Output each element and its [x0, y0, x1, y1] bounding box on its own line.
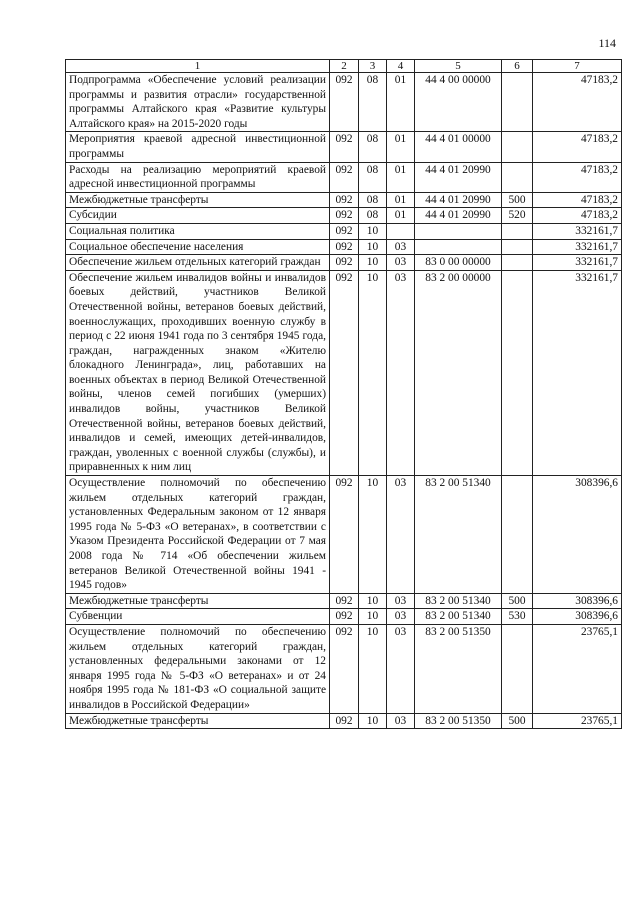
row-expense-type-cell	[502, 132, 533, 162]
row-subsection-cell: 03	[387, 239, 415, 255]
row-target-article-cell: 44 4 01 00000	[415, 132, 502, 162]
row-name-cell: Обеспечение жильем инвалидов войны и инвалидов боевых действий, участников Великой Отечественной войны, ветеранов боевых действий, военнослужащих, проходивших военную службу в период с 22 июня 1941 года по 3 сентября 1945 года, граждан, награжденных знаком «Жителю блокадного Ленинграда», лиц, работавших на военных объектах в период Великой Отечественной войны, членов семей погибших (умерших) инвалидов войны, участников Великой Отечественной войны, ветеранов боевых действий, инвалидов и семей, имеющих детей-инвалидов, граждан, уволенных с военной службы (службы), и приравненных к ним лиц	[66, 270, 330, 475]
table-row	[66, 255, 622, 271]
row-name-cell: Осуществление полномочий по обеспечению жильем отдельных категорий граждан, установленных Федеральным законом от 12 января 1995 года № 5-ФЗ «О ветеранах», в соответствии с Указом Президента Российской Федерации от 7 мая 2008 года № 714 «Об обеспечении жильем ветеранов Великой Отечественной войны 1941 - 1945 годов»	[66, 476, 330, 594]
row-admin-code-cell: 092	[330, 255, 359, 271]
row-amount-cell: 332161,7	[533, 255, 622, 271]
row-name-cell: Мероприятия краевой адресной инвестиционной программы	[66, 132, 330, 162]
row-admin-code-cell: 092	[330, 208, 359, 224]
row-subsection-cell: 03	[387, 270, 415, 475]
row-section-cell: 10	[359, 609, 387, 625]
header-col-6: 6	[502, 60, 533, 73]
row-amount-cell: 23765,1	[533, 624, 622, 713]
row-section-cell: 10	[359, 239, 387, 255]
row-target-article-cell: 83 2 00 51350	[415, 713, 502, 729]
table-row	[66, 162, 622, 192]
row-section-cell: 08	[359, 192, 387, 208]
row-subsection-cell: 03	[387, 593, 415, 609]
row-amount-cell: 308396,6	[533, 609, 622, 625]
row-section-cell: 08	[359, 208, 387, 224]
row-target-article-cell	[415, 239, 502, 255]
row-subsection-cell: 01	[387, 73, 415, 132]
table-row	[66, 223, 622, 239]
row-name-cell: Осуществление полномочий по обеспечению жильем отдельных категорий граждан, установленных федеральными законами от 12 января 1995 года № 5-ФЗ «О ветеранах» и от 24 ноября 1995 года № 181-ФЗ «О социальной защите инвалидов в Российской Федерации»	[66, 624, 330, 713]
row-name-cell: Расходы на реализацию мероприятий краевой адресной инвестиционной программы	[66, 162, 330, 192]
row-admin-code-cell: 092	[330, 162, 359, 192]
row-section-cell: 08	[359, 73, 387, 132]
table-row	[66, 192, 622, 208]
table-row	[66, 132, 622, 162]
budget-table-body	[66, 60, 622, 729]
row-target-article-cell	[415, 223, 502, 239]
row-expense-type-cell	[502, 239, 533, 255]
header-col-3: 3	[359, 60, 387, 73]
table-row	[66, 609, 622, 625]
row-name-cell: Социальное обеспечение населения	[66, 239, 330, 255]
row-amount-cell: 47183,2	[533, 162, 622, 192]
row-target-article-cell: 83 2 00 51340	[415, 593, 502, 609]
table-row	[66, 239, 622, 255]
row-expense-type-cell	[502, 223, 533, 239]
table-row	[66, 73, 622, 132]
row-amount-cell: 47183,2	[533, 73, 622, 132]
row-target-article-cell: 44 4 01 20990	[415, 208, 502, 224]
row-admin-code-cell: 092	[330, 192, 359, 208]
row-admin-code-cell: 092	[330, 239, 359, 255]
row-subsection-cell: 03	[387, 255, 415, 271]
row-amount-cell: 47183,2	[533, 208, 622, 224]
header-col-5: 5	[415, 60, 502, 73]
row-subsection-cell: 01	[387, 192, 415, 208]
table-row	[66, 476, 622, 594]
row-name-cell: Социальная политика	[66, 223, 330, 239]
row-amount-cell: 47183,2	[533, 192, 622, 208]
row-admin-code-cell: 092	[330, 132, 359, 162]
row-expense-type-cell	[502, 270, 533, 475]
table-row	[66, 593, 622, 609]
row-section-cell: 10	[359, 223, 387, 239]
row-expense-type-cell	[502, 73, 533, 132]
row-name-cell: Обеспечение жильем отдельных категорий граждан	[66, 255, 330, 271]
row-section-cell: 08	[359, 132, 387, 162]
row-subsection-cell: 03	[387, 476, 415, 594]
row-amount-cell: 308396,6	[533, 593, 622, 609]
row-section-cell: 10	[359, 593, 387, 609]
row-section-cell: 08	[359, 162, 387, 192]
row-target-article-cell: 83 2 00 00000	[415, 270, 502, 475]
row-admin-code-cell: 092	[330, 476, 359, 594]
row-amount-cell: 23765,1	[533, 713, 622, 729]
row-subsection-cell: 03	[387, 713, 415, 729]
row-name-cell: Межбюджетные трансферты	[66, 192, 330, 208]
table-row	[66, 713, 622, 729]
budget-table	[65, 59, 622, 729]
row-section-cell: 10	[359, 255, 387, 271]
header-col-1: 1	[66, 60, 330, 73]
row-target-article-cell: 83 2 00 51340	[415, 609, 502, 625]
row-expense-type-cell: 500	[502, 593, 533, 609]
header-col-2: 2	[330, 60, 359, 73]
table-header-row	[66, 60, 622, 73]
page-number: 114	[598, 36, 616, 50]
row-subsection-cell: 01	[387, 132, 415, 162]
row-expense-type-cell: 520	[502, 208, 533, 224]
row-amount-cell: 332161,7	[533, 270, 622, 475]
row-admin-code-cell: 092	[330, 593, 359, 609]
row-expense-type-cell: 500	[502, 192, 533, 208]
row-section-cell: 10	[359, 476, 387, 594]
row-admin-code-cell: 092	[330, 713, 359, 729]
row-subsection-cell: 03	[387, 624, 415, 713]
row-expense-type-cell	[502, 162, 533, 192]
header-col-7: 7	[533, 60, 622, 73]
row-expense-type-cell: 530	[502, 609, 533, 625]
table-row	[66, 624, 622, 713]
row-name-cell: Подпрограмма «Обеспечение условий реализации программы и развития отрасли» государственной программы Алтайского края «Развитие культуры Алтайского края» на 2015-2020 годы	[66, 73, 330, 132]
row-target-article-cell: 83 2 00 51350	[415, 624, 502, 713]
row-expense-type-cell	[502, 255, 533, 271]
row-section-cell: 10	[359, 624, 387, 713]
row-admin-code-cell: 092	[330, 624, 359, 713]
row-target-article-cell: 83 2 00 51340	[415, 476, 502, 594]
row-expense-type-cell: 500	[502, 713, 533, 729]
row-subsection-cell: 01	[387, 208, 415, 224]
row-target-article-cell: 83 0 00 00000	[415, 255, 502, 271]
row-name-cell: Субсидии	[66, 208, 330, 224]
header-col-4: 4	[387, 60, 415, 73]
row-target-article-cell: 44 4 01 20990	[415, 192, 502, 208]
row-amount-cell: 308396,6	[533, 476, 622, 594]
row-admin-code-cell: 092	[330, 609, 359, 625]
row-subsection-cell: 01	[387, 162, 415, 192]
row-admin-code-cell: 092	[330, 73, 359, 132]
table-row	[66, 208, 622, 224]
row-amount-cell: 332161,7	[533, 239, 622, 255]
row-expense-type-cell	[502, 624, 533, 713]
row-target-article-cell: 44 4 00 00000	[415, 73, 502, 132]
row-name-cell: Субвенции	[66, 609, 330, 625]
row-target-article-cell: 44 4 01 20990	[415, 162, 502, 192]
row-admin-code-cell: 092	[330, 223, 359, 239]
row-section-cell: 10	[359, 270, 387, 475]
row-amount-cell: 47183,2	[533, 132, 622, 162]
row-section-cell: 10	[359, 713, 387, 729]
row-amount-cell: 332161,7	[533, 223, 622, 239]
row-admin-code-cell: 092	[330, 270, 359, 475]
row-subsection-cell	[387, 223, 415, 239]
table-row	[66, 270, 622, 475]
row-subsection-cell: 03	[387, 609, 415, 625]
row-name-cell: Межбюджетные трансферты	[66, 593, 330, 609]
row-name-cell: Межбюджетные трансферты	[66, 713, 330, 729]
row-expense-type-cell	[502, 476, 533, 594]
